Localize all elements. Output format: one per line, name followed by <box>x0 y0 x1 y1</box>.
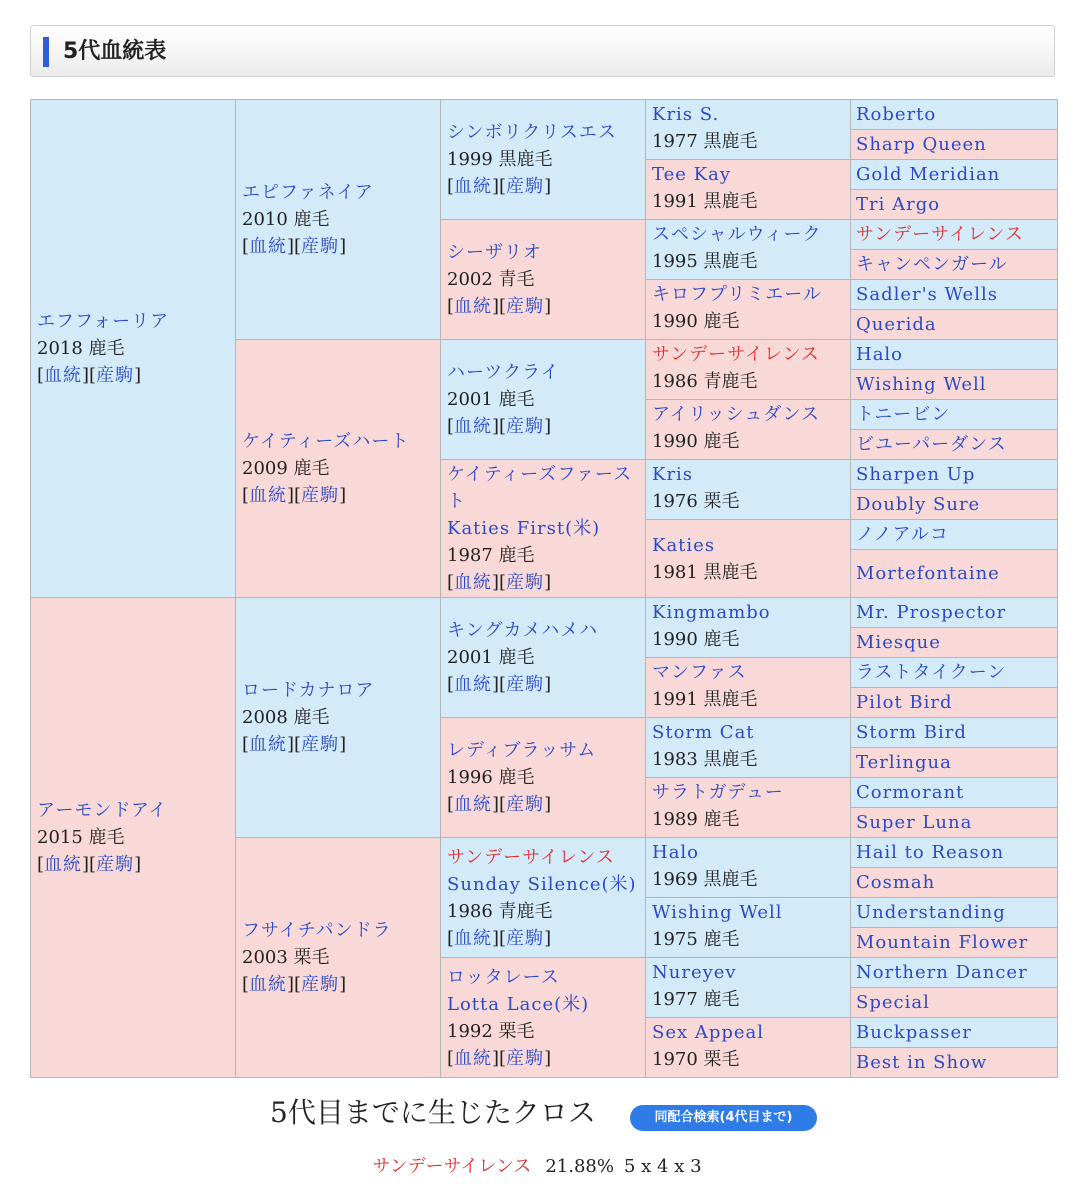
gen5-cell <box>850 747 1058 778</box>
header-accent-bar <box>43 37 49 67</box>
gen5-cell <box>850 279 1058 310</box>
horse-name-link[interactable]: サンデーサイレンス <box>447 846 615 868</box>
horse-name-link[interactable]: Mortefontaine <box>856 562 1000 584</box>
horse-name-link[interactable]: キングカメハメハ <box>447 620 599 641</box>
horse-links: [血統][産駒] <box>447 674 552 695</box>
pedigree-link[interactable]: 血統 <box>454 1047 493 1069</box>
horse-name-link[interactable]: Kris <box>652 464 694 485</box>
horse-name-link[interactable]: ラストタイクーン <box>856 661 1007 683</box>
gen4-cell <box>645 279 851 340</box>
offspring-link[interactable]: 産駒 <box>506 794 545 815</box>
pedigree-link[interactable]: 血統 <box>454 674 493 695</box>
horse-name-link[interactable]: Special <box>856 991 930 1013</box>
pedigree-link[interactable]: 血統 <box>454 927 493 949</box>
gen4-cell <box>645 1017 851 1078</box>
horse-name-link[interactable]: Storm Bird <box>856 721 967 743</box>
gen4-cell <box>645 399 851 460</box>
horse-name-link[interactable]: Sharp Queen <box>856 133 987 155</box>
horse-info: 2001 鹿毛 <box>447 647 535 668</box>
horse-name-link[interactable]: キャンペンガール <box>856 253 1008 275</box>
horse-name-link[interactable]: サラトガデュー <box>652 782 784 803</box>
gen5-cell <box>850 159 1058 190</box>
horse-name-link[interactable]: Wishing Well <box>856 373 987 395</box>
gen5-cell <box>850 219 1058 250</box>
gen5-cell <box>850 399 1058 430</box>
section-header <box>30 25 1055 77</box>
horse-name-link[interactable]: Kingmambo <box>652 602 771 623</box>
pedigree-link[interactable]: 血統 <box>249 974 288 995</box>
offspring-link[interactable]: 産駒 <box>506 416 545 437</box>
gen5-cell <box>850 1047 1058 1078</box>
horse-name-link[interactable]: Halo <box>856 343 904 365</box>
horse-name-link[interactable]: Cosmah <box>856 871 936 893</box>
horse-links: [血統][産駒] <box>242 974 347 995</box>
offspring-link[interactable]: 産駒 <box>301 734 340 755</box>
page-title: 5代血統表 <box>63 39 167 64</box>
horse-links: [血統][産駒] <box>242 236 347 257</box>
horse-info: 1986 青鹿毛 <box>652 371 758 392</box>
cross-pattern: 5 x 4 x 3 <box>623 1156 702 1177</box>
horse-name-link[interactable]: マンファス <box>652 662 747 683</box>
offspring-link[interactable]: 産駒 <box>506 296 545 317</box>
horse-name-link[interactable]: Nureyev <box>652 962 737 983</box>
offspring-link[interactable]: 産駒 <box>506 1047 545 1069</box>
gen5-cell <box>850 837 1058 868</box>
gen3-cell <box>440 339 646 460</box>
gen4-cell <box>645 777 851 838</box>
horse-links: [血統][産駒] <box>447 927 552 949</box>
gen5-cell <box>850 777 1058 808</box>
horse-name-link[interactable]: Sadler's Wells <box>856 283 998 305</box>
horse-name-link[interactable]: ノノアルコ <box>856 523 949 545</box>
gen5-cell <box>850 249 1058 280</box>
pedigree-link[interactable]: 血統 <box>454 296 493 317</box>
gen4-cell <box>645 897 851 958</box>
gen5-cell <box>850 429 1058 460</box>
gen5-cell <box>850 957 1058 988</box>
pedigree-link[interactable]: 血統 <box>454 572 493 593</box>
horse-links: [血統][産駒] <box>447 176 552 197</box>
gen3-cell <box>440 837 646 958</box>
horse-name-link[interactable]: Buckpasser <box>856 1021 972 1043</box>
gen3-cell <box>440 459 646 598</box>
horse-name-link[interactable]: ハーツクライ <box>447 362 560 383</box>
horse-name-link[interactable]: Sex Appeal <box>652 1022 765 1043</box>
horse-name-link[interactable]: Querida <box>856 313 937 335</box>
horse-links: [血統][産駒] <box>447 794 552 815</box>
gen4-cell <box>645 957 851 1018</box>
offspring-link[interactable]: 産駒 <box>506 674 545 695</box>
gen4-cell <box>645 657 851 718</box>
gen5-cell <box>850 309 1058 340</box>
gen1-cell <box>30 99 236 598</box>
horse-info: 1986 青鹿毛 <box>447 900 553 922</box>
horse-name-link[interactable]: アーモンドアイ <box>37 800 168 821</box>
horse-info: 1995 黒鹿毛 <box>652 251 758 272</box>
horse-name-link[interactable]: レディブラッサム <box>447 740 597 761</box>
horse-info: 1990 鹿毛 <box>652 311 740 332</box>
gen5-cell <box>850 99 1058 130</box>
horse-name-link[interactable]: Halo <box>652 842 700 863</box>
offspring-link[interactable]: 産駒 <box>301 974 340 995</box>
horse-info: 1983 黒鹿毛 <box>652 749 758 770</box>
horse-name-link[interactable]: Best in Show <box>856 1051 988 1073</box>
horse-info: 2009 鹿毛 <box>242 458 330 479</box>
horse-alt-name-link[interactable]: Katies First(米) <box>447 518 601 539</box>
horse-name-link[interactable]: Super Luna <box>856 811 973 833</box>
gen5-cell <box>850 627 1058 658</box>
horse-info: 1990 鹿毛 <box>652 431 740 452</box>
horse-name-link[interactable]: Cormorant <box>856 781 965 803</box>
gen5-cell <box>850 339 1058 370</box>
pedigree-link[interactable]: 血統 <box>44 365 83 386</box>
offspring-link[interactable]: 産駒 <box>301 236 340 257</box>
gen5-cell <box>850 717 1058 748</box>
horse-info: 2003 栗毛 <box>242 947 330 968</box>
horse-info: 2018 鹿毛 <box>37 338 125 359</box>
horse-info: 1989 鹿毛 <box>652 809 740 830</box>
pedigree-link[interactable]: 血統 <box>249 734 288 755</box>
horse-links: [血統][産駒] <box>447 416 552 437</box>
horse-info: 1999 黒鹿毛 <box>447 149 553 170</box>
horse-name-link[interactable]: トニービン <box>856 403 951 425</box>
cross-info <box>0 1155 1074 1179</box>
horse-name-link[interactable]: ロードカナロア <box>242 680 375 701</box>
cross-horse-name[interactable]: サンデーサイレンス <box>372 1156 532 1177</box>
horse-name-link[interactable]: ケイティーズファースト <box>447 464 633 512</box>
horse-info: 1991 黒鹿毛 <box>652 191 758 212</box>
gen3-cell <box>440 99 646 220</box>
gen5-cell <box>850 1017 1058 1048</box>
gen2-cell <box>235 837 441 1078</box>
gen5-cell <box>850 549 1058 598</box>
gen3-cell <box>440 219 646 340</box>
horse-name-link[interactable]: スペシャルウィーク <box>652 224 822 245</box>
horse-info: 1969 黒鹿毛 <box>652 869 758 890</box>
horse-name-link[interactable]: Terlingua <box>856 751 952 773</box>
gen5-cell <box>850 867 1058 898</box>
horse-name-link[interactable]: アイリッシュダンス <box>652 404 820 425</box>
horse-name-link[interactable]: ケイティーズハート <box>242 431 410 452</box>
horse-info: 1992 栗毛 <box>447 1020 535 1042</box>
horse-name-link[interactable]: Sharpen Up <box>856 463 976 485</box>
same-mating-search-button[interactable]: 同配合検索(4代目まで) <box>630 1105 817 1131</box>
horse-name-link[interactable]: Katies <box>652 534 716 556</box>
horse-name-link[interactable]: Northern Dancer <box>856 961 1028 983</box>
gen5-cell <box>850 369 1058 400</box>
offspring-link[interactable]: 産駒 <box>301 485 340 506</box>
horse-alt-name-link[interactable]: Lotta Lace(米) <box>447 993 590 1015</box>
horse-name-link[interactable]: サンデーサイレンス <box>652 344 820 365</box>
gen5-cell <box>850 489 1058 520</box>
horse-info: 2001 鹿毛 <box>447 389 535 410</box>
gen4-cell <box>645 219 851 280</box>
cross-percent: 21.88% <box>545 1156 614 1177</box>
offspring-link[interactable]: 産駒 <box>506 927 545 949</box>
horse-name-link[interactable]: シンボリクリスエス <box>447 122 617 143</box>
gen4-cell <box>645 597 851 658</box>
gen5-cell <box>850 987 1058 1018</box>
horse-name-link[interactable]: エフフォーリア <box>37 311 170 332</box>
horse-links: [血統][産駒] <box>37 854 142 875</box>
gen3-cell <box>440 597 646 718</box>
gen4-cell <box>645 459 851 520</box>
cross-section-title: 5代目までに生じたクロス <box>270 1096 596 1129</box>
gen5-cell <box>850 897 1058 928</box>
offspring-link[interactable]: 産駒 <box>506 176 545 197</box>
horse-name-link[interactable]: Tee Kay <box>652 164 731 185</box>
horse-info: 1996 鹿毛 <box>447 767 535 788</box>
horse-info: 2008 鹿毛 <box>242 707 330 728</box>
horse-info: 1976 栗毛 <box>652 491 740 512</box>
gen4-cell <box>645 519 851 598</box>
horse-name-link[interactable]: Storm Cat <box>652 722 755 743</box>
horse-info: 1991 黒鹿毛 <box>652 689 758 710</box>
offspring-link[interactable]: 産駒 <box>96 365 135 386</box>
horse-name-link[interactable]: ロッタレース <box>447 966 560 988</box>
horse-info: 1987 鹿毛 <box>447 545 535 566</box>
horse-name-link[interactable]: Pilot Bird <box>856 691 953 713</box>
gen5-cell <box>850 687 1058 718</box>
gen5-cell <box>850 807 1058 838</box>
gen4-cell <box>645 339 851 400</box>
horse-name-link[interactable]: Kris S. <box>652 104 720 125</box>
gen4-cell <box>645 717 851 778</box>
pedigree-link[interactable]: 血統 <box>44 854 83 875</box>
offspring-link[interactable]: 産駒 <box>96 854 135 875</box>
pedigree-link[interactable]: 血統 <box>454 176 493 197</box>
horse-name-link[interactable]: キロフプリミエール <box>652 284 822 305</box>
gen2-cell <box>235 597 441 838</box>
gen5-cell <box>850 459 1058 490</box>
gen4-cell <box>645 837 851 898</box>
horse-name-link[interactable]: Doubly Sure <box>856 493 981 515</box>
pedigree-link[interactable]: 血統 <box>249 236 288 257</box>
horse-name-link[interactable]: エピファネイア <box>242 182 374 203</box>
gen4-cell <box>645 159 851 220</box>
horse-name-link[interactable]: Hail to Reason <box>856 841 1005 863</box>
horse-name-link[interactable]: サンデーサイレンス <box>856 223 1024 245</box>
pedigree-link[interactable]: 血統 <box>249 485 288 506</box>
gen2-cell <box>235 339 441 598</box>
horse-info: 1970 栗毛 <box>652 1049 740 1070</box>
horse-name-link[interactable]: Gold Meridian <box>856 163 1001 185</box>
pedigree-link[interactable]: 血統 <box>454 794 493 815</box>
horse-name-link[interactable]: シーザリオ <box>447 242 542 263</box>
horse-info: 1990 鹿毛 <box>652 629 740 650</box>
horse-name-link[interactable]: Mountain Flower <box>856 931 1029 953</box>
offspring-link[interactable]: 産駒 <box>506 572 545 593</box>
horse-info: 2015 鹿毛 <box>37 827 125 848</box>
horse-name-link[interactable]: Roberto <box>856 103 937 125</box>
horse-name-link[interactable]: Understanding <box>856 901 1006 923</box>
horse-links: [血統][産駒] <box>447 572 552 593</box>
horse-info: 1975 鹿毛 <box>652 929 740 950</box>
gen4-cell <box>645 99 851 160</box>
gen5-cell <box>850 519 1058 550</box>
horse-name-link[interactable]: ビユーパーダンス <box>856 433 1007 455</box>
horse-links: [血統][産駒] <box>242 734 347 755</box>
pedigree-link[interactable]: 血統 <box>454 416 493 437</box>
horse-name-link[interactable]: Tri Argo <box>856 193 941 215</box>
horse-links: [血統][産駒] <box>447 296 552 317</box>
horse-info: 2010 鹿毛 <box>242 209 330 230</box>
gen5-cell <box>850 597 1058 628</box>
horse-name-link[interactable]: Mr. Prospector <box>856 601 1007 623</box>
horse-name-link[interactable]: Wishing Well <box>652 902 783 923</box>
gen5-cell <box>850 657 1058 688</box>
gen5-cell <box>850 927 1058 958</box>
horse-name-link[interactable]: フサイチパンドラ <box>242 920 392 941</box>
horse-name-link[interactable]: Miesque <box>856 631 941 653</box>
horse-links: [血統][産駒] <box>242 485 347 506</box>
gen2-cell <box>235 99 441 340</box>
gen3-cell <box>440 717 646 838</box>
horse-info: 1977 黒鹿毛 <box>652 131 758 152</box>
horse-info: 2002 青毛 <box>447 269 535 290</box>
horse-info: 1977 鹿毛 <box>652 989 740 1010</box>
gen3-cell <box>440 957 646 1078</box>
horse-links: [血統][産駒] <box>447 1047 552 1069</box>
gen5-cell <box>850 189 1058 220</box>
horse-links: [血統][産駒] <box>37 365 142 386</box>
gen5-cell <box>850 129 1058 160</box>
gen1-cell <box>30 597 236 1078</box>
horse-alt-name-link[interactable]: Sunday Silence(米) <box>447 873 637 895</box>
horse-info: 1981 黒鹿毛 <box>652 561 758 583</box>
